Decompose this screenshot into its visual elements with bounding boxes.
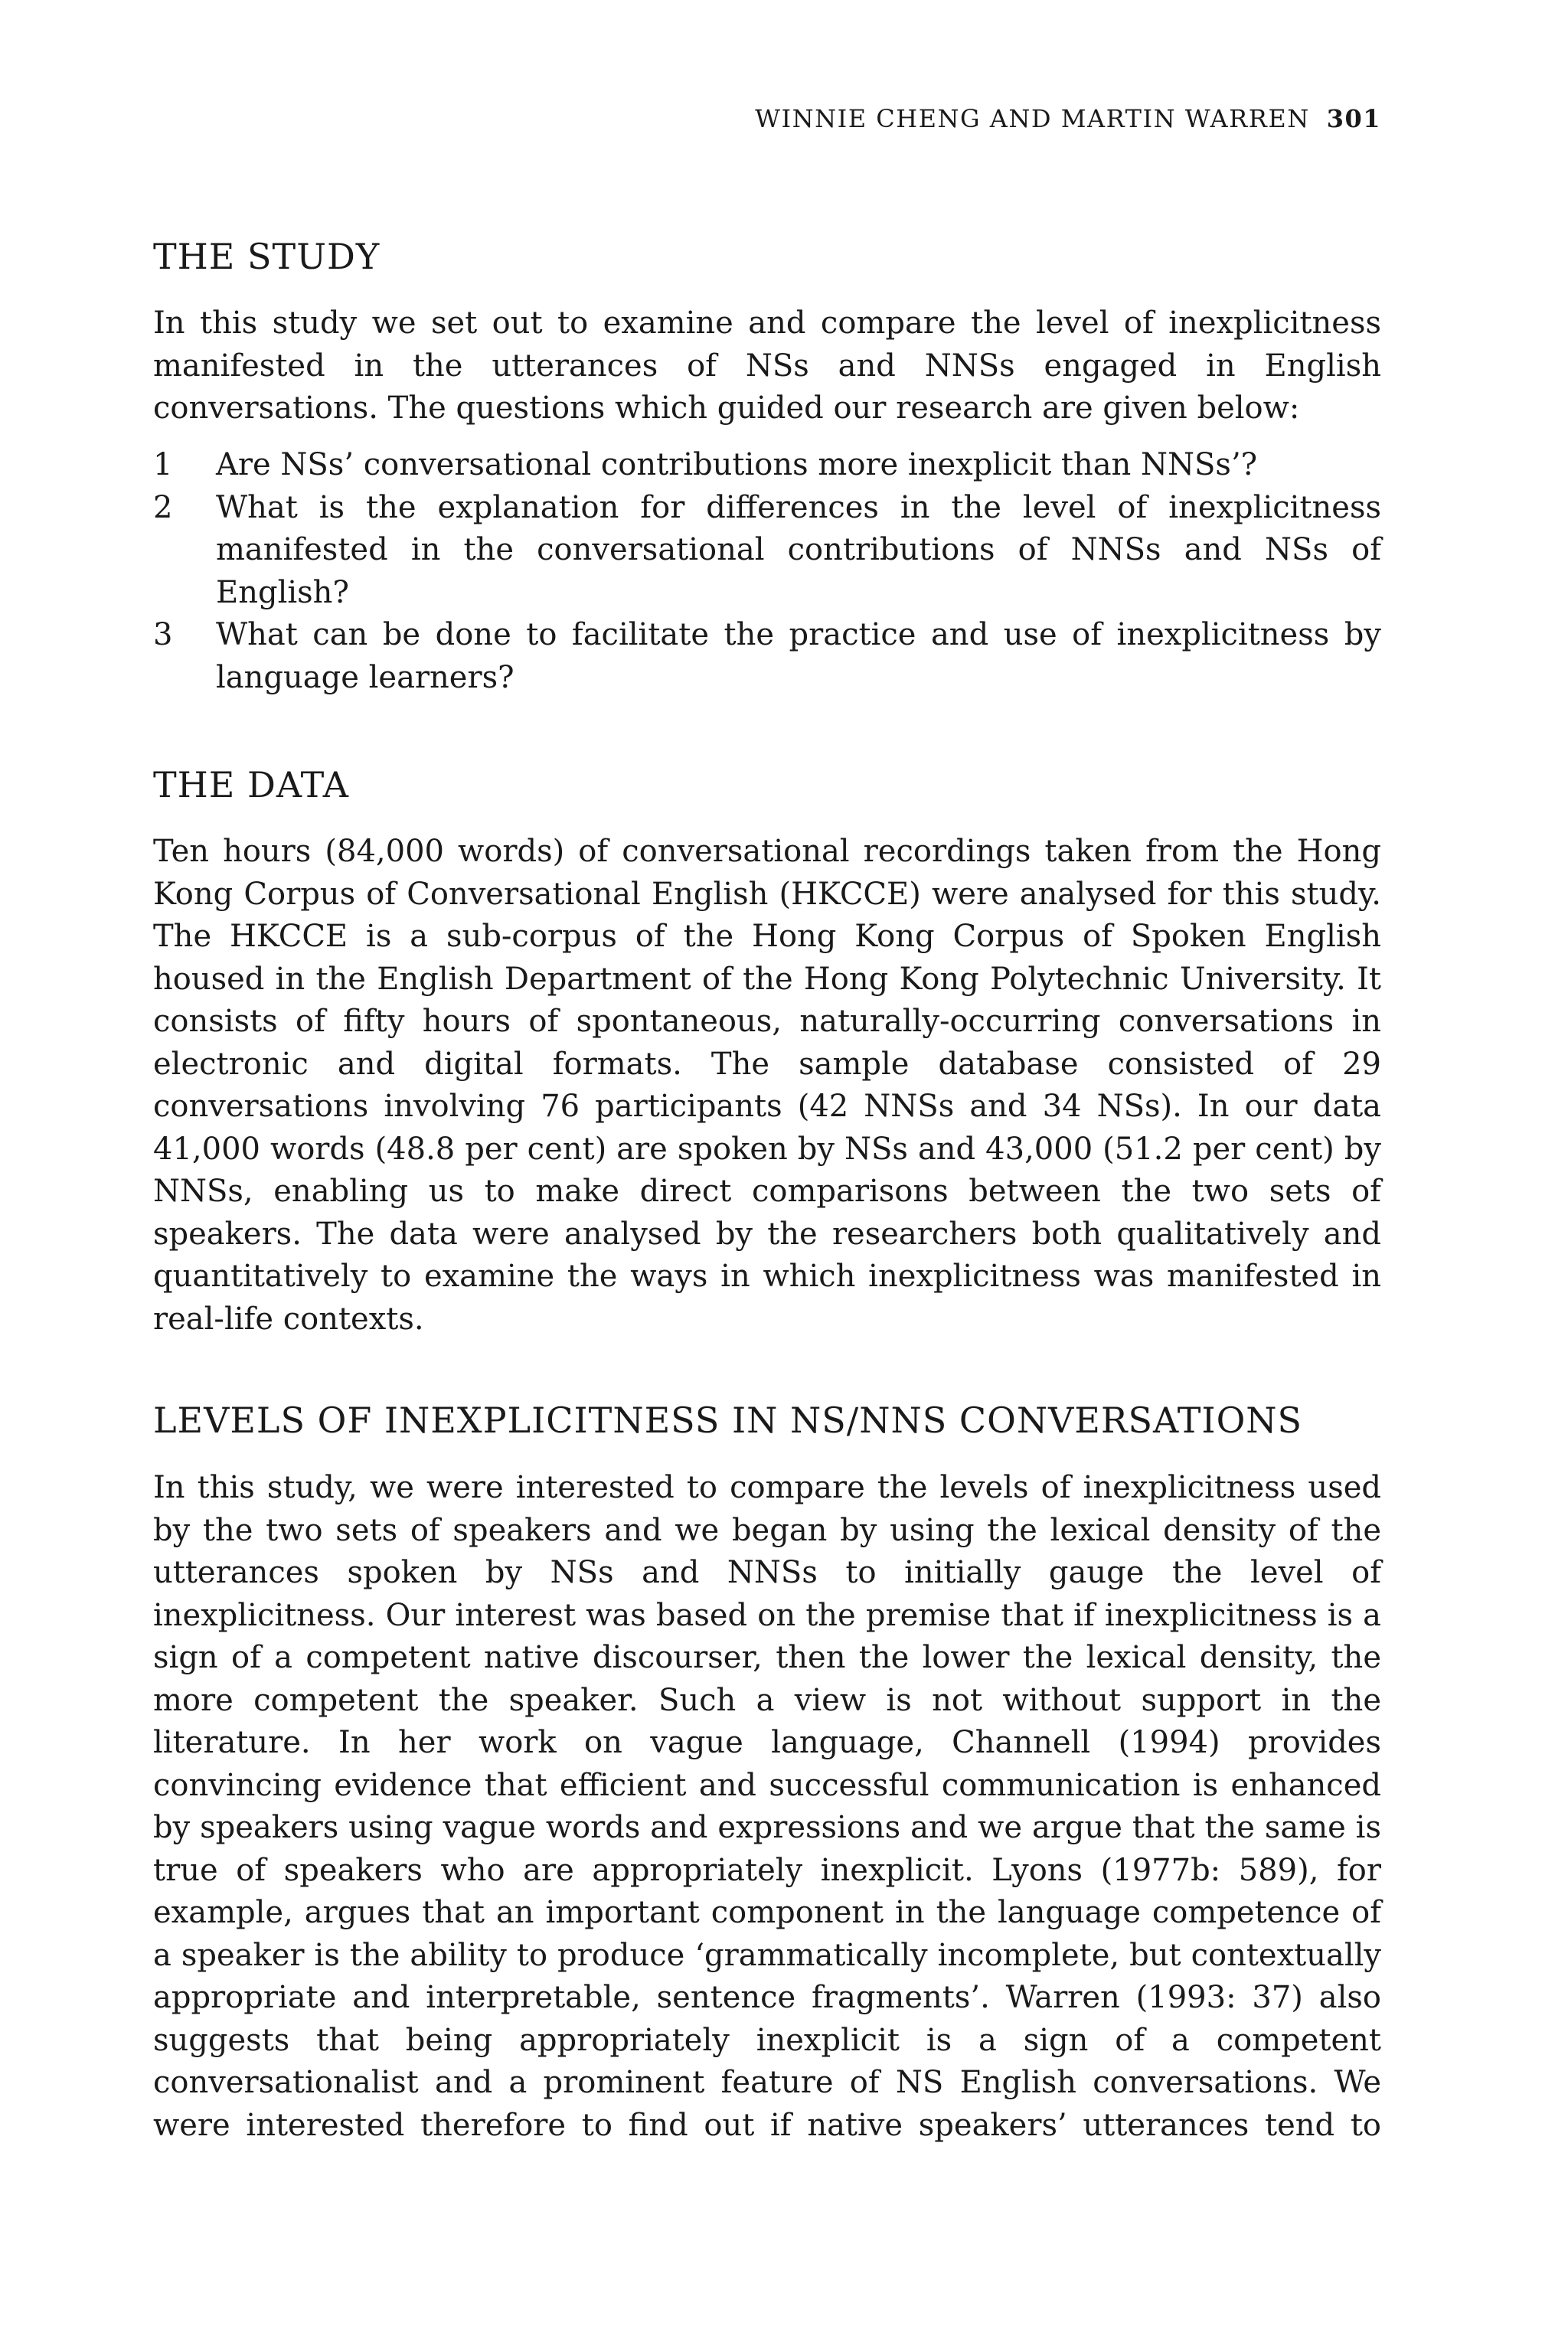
study-intro-paragraph: In this study we set out to examine and compare the level of inexplicitness manifested in the utterances of NSs and NNSs engaged in English conversations. The questions which guided our research are given below: — [153, 305, 1381, 426]
question-text: What is the explanation for differences in the level of inexplicitness manifested in the conversational contributions of NNSs and NSs of English? — [216, 489, 1381, 610]
running-head-authors: WINNIE CHENG AND MARTIN WARREN — [755, 104, 1310, 133]
question-number: 2 — [153, 489, 173, 525]
question-text: What can be done to facilitate the practice and use of inexplicitness by language learners? — [216, 617, 1381, 695]
research-question — [153, 444, 1381, 487]
question-text: Are NSs’ conversational contributions more inexplicit than NNSs’? — [216, 447, 1258, 482]
research-questions-list — [153, 444, 1381, 699]
research-question — [153, 487, 1381, 615]
section-heading-study: THE STUDY — [153, 236, 381, 277]
section-heading-data: THE DATA — [153, 764, 349, 805]
levels-paragraph: In this study, we were interested to compare the levels of inexplicitness used by the two sets of speakers and we began by using the lexical density of the utterances spoken by NSs and NNSs to initially gauge the level of inexplicitness. Our interest was based on the premise that if inexplicitness is a sign of a competent native discourser, then the lower the lexical density, the more competent the speaker. Such a view is not without support in the literature. In her work on vague language, Channell (1994) provides convincing evidence that efficient and successful communication is enhanced by speakers using vague words and expressions and we argue that the same is true of speakers who are appropriately inexplicit. Lyons (1977b: 589), for example, argues that an important component in the language competence of a speaker is the ability to produce ‘grammatically incomplete, but contextually appropriate and interpretable, sentence fragments’. Warren (1993: 37) also suggests that being appropriately inexplicit is a sign of a competent conversationalist and a prominent feature of NS English conversations. We were interested therefore to find out if native speakers’ utterances tend to — [153, 1470, 1381, 2143]
research-question — [153, 614, 1381, 699]
question-number: 3 — [153, 617, 173, 652]
question-number: 1 — [153, 447, 173, 482]
page-number: 301 — [1326, 104, 1381, 133]
data-paragraph: Ten hours (84,000 words) of conversational recordings taken from the Hong Kong Corpus of Conversational English (HKCCE) were analysed for this study. The HKCCE is a sub-corpus of the Hong Kong Corpus of Spoken English housed in the English Department of the Hong Kong Polytechnic University. It consists of fifty hours of spontaneous, naturally-occurring conversations in electronic and digital formats. The sample database consisted of 29 conversations involving 76 participants (42 NNSs and 34 NSs). In our data 41,000 words (48.8 per cent) are spoken by NSs and 43,000 (51.2 per cent) by NNSs, enabling us to make direct comparisons between the two sets of speakers. The data were analysed by the researchers both qualitatively and quantitatively to examine the ways in which inexplicitness was manifested in real-life contexts. — [153, 834, 1381, 1337]
section-heading-levels: LEVELS OF INEXPLICITNESS IN NS/NNS CONVERSATIONS — [153, 1400, 1303, 1441]
running-head — [755, 104, 1381, 133]
